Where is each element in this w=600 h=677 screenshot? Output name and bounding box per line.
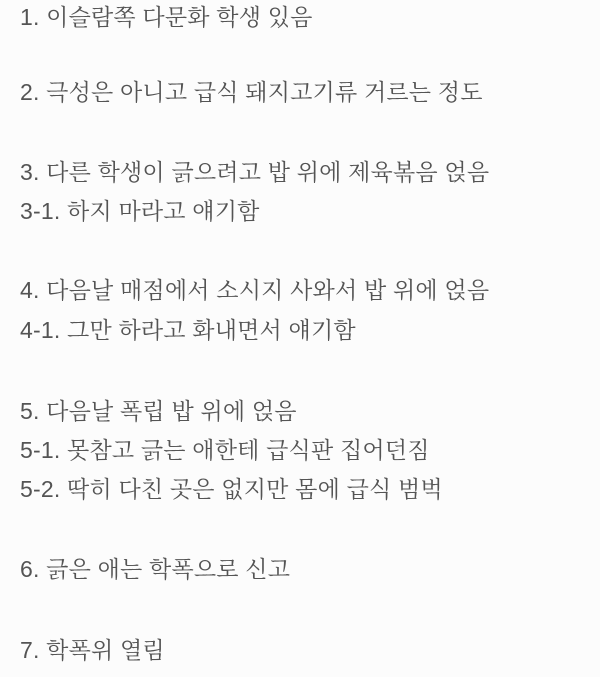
note-line-1: 1. 이슬람쪽 다문화 학생 있음: [20, 4, 313, 30]
note-line-3: 3. 다른 학생이 긁으려고 밥 위에 제육볶음 얹음: [20, 159, 490, 185]
note-line-3-1: 3-1. 하지 마라고 얘기함: [20, 198, 260, 224]
note-line-4-1: 4-1. 그만 하라고 화내면서 얘기함: [20, 317, 356, 343]
note-line-5-2: 5-2. 딱히 다친 곳은 없지만 몸에 급식 범벅: [20, 476, 443, 502]
note-line-4: 4. 다음날 매점에서 소시지 사와서 밥 위에 얹음: [20, 277, 490, 303]
note-line-5-1: 5-1. 못참고 긁는 애한테 급식판 집어던짐: [20, 437, 430, 463]
note-line-6: 6. 긁은 애는 학폭으로 신고: [20, 556, 291, 582]
note-line-2: 2. 극성은 아니고 급식 돼지고기류 거르는 정도: [20, 79, 483, 105]
note-line-5: 5. 다음날 폭립 밥 위에 얹음: [20, 398, 297, 424]
note-line-7: 7. 학폭위 열림: [20, 637, 165, 663]
